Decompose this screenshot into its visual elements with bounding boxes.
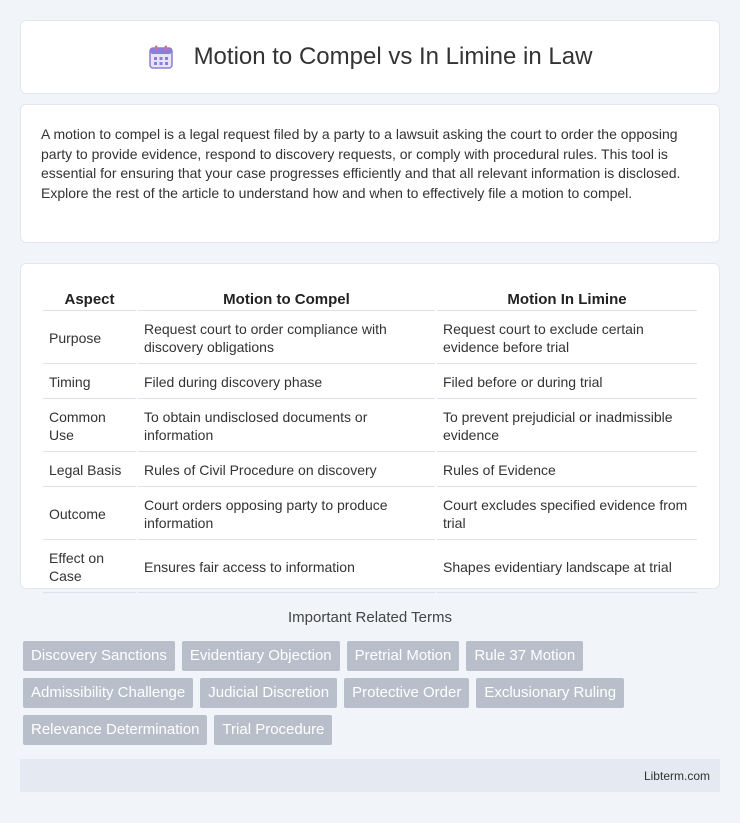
related-term-tag[interactable]: Pretrial Motion	[347, 641, 460, 671]
row-compel: Rules of Civil Procedure on discovery	[138, 454, 435, 487]
related-term-tag[interactable]: Protective Order	[344, 678, 469, 708]
row-aspect: Timing	[43, 366, 136, 399]
row-limine: Filed before or during trial	[437, 366, 697, 399]
page-title: Motion to Compel vs In Limine in Law	[193, 43, 593, 70]
related-term-tag[interactable]: Relevance Determination	[23, 715, 207, 745]
table-header-row	[43, 286, 697, 311]
intro-text: A motion to compel is a legal request filed by a party to a lawsuit asking the court to order the opposing party to provide evidence, respond to discovery requests, or comply with procedural rules. This tool is essential for ensuring that your case progresses efficiently and that all relevant information is disclosed. Explore the rest of the article to understand how and when to effectively file a motion to compel.	[41, 126, 681, 201]
comparison-table	[41, 284, 699, 595]
calendar-icon	[148, 44, 174, 70]
row-aspect: Common Use	[43, 401, 136, 452]
table-row	[43, 454, 697, 487]
table-row	[43, 401, 697, 452]
related-term-tag[interactable]: Evidentiary Objection	[182, 641, 340, 671]
row-aspect: Effect on Case	[43, 542, 136, 593]
related-term-tag[interactable]: Exclusionary Ruling	[476, 678, 624, 708]
related-term-tag[interactable]: Discovery Sanctions	[23, 641, 175, 671]
row-compel: To obtain undisclosed documents or information	[138, 401, 435, 452]
row-aspect: Legal Basis	[43, 454, 136, 487]
related-term-tag[interactable]: Trial Procedure	[214, 715, 332, 745]
table-row	[43, 542, 697, 593]
header-card	[20, 20, 720, 94]
related-term-tag[interactable]: Judicial Discretion	[200, 678, 337, 708]
row-limine: Shapes evidentiary landscape at trial	[437, 542, 697, 593]
header-motion-in-limine: Motion In Limine	[437, 286, 697, 311]
related-term-tag[interactable]: Rule 37 Motion	[466, 641, 583, 671]
footer-site-link[interactable]: Libterm.com	[643, 768, 710, 783]
table-row	[43, 489, 697, 540]
footer	[20, 759, 720, 792]
table-row	[43, 313, 697, 364]
header-motion-to-compel: Motion to Compel	[138, 286, 435, 311]
row-limine: Rules of Evidence	[437, 454, 697, 487]
header-aspect: Aspect	[43, 286, 136, 311]
intro-card	[20, 104, 720, 243]
row-compel: Filed during discovery phase	[138, 366, 435, 399]
row-compel: Ensures fair access to information	[138, 542, 435, 593]
related-terms-title: Important Related Terms	[288, 609, 452, 626]
row-limine: To prevent prejudicial or inadmissible evidence	[437, 401, 697, 452]
row-compel: Request court to order compliance with discovery obligations	[138, 313, 435, 364]
related-terms-list	[23, 641, 723, 745]
table-row	[43, 366, 697, 399]
row-aspect: Purpose	[43, 313, 136, 364]
comparison-card	[20, 263, 720, 589]
row-compel: Court orders opposing party to produce information	[138, 489, 435, 540]
row-limine: Court excludes specified evidence from trial	[437, 489, 697, 540]
row-limine: Request court to exclude certain evidence before trial	[437, 313, 697, 364]
row-aspect: Outcome	[43, 489, 136, 540]
related-term-tag[interactable]: Admissibility Challenge	[23, 678, 193, 708]
